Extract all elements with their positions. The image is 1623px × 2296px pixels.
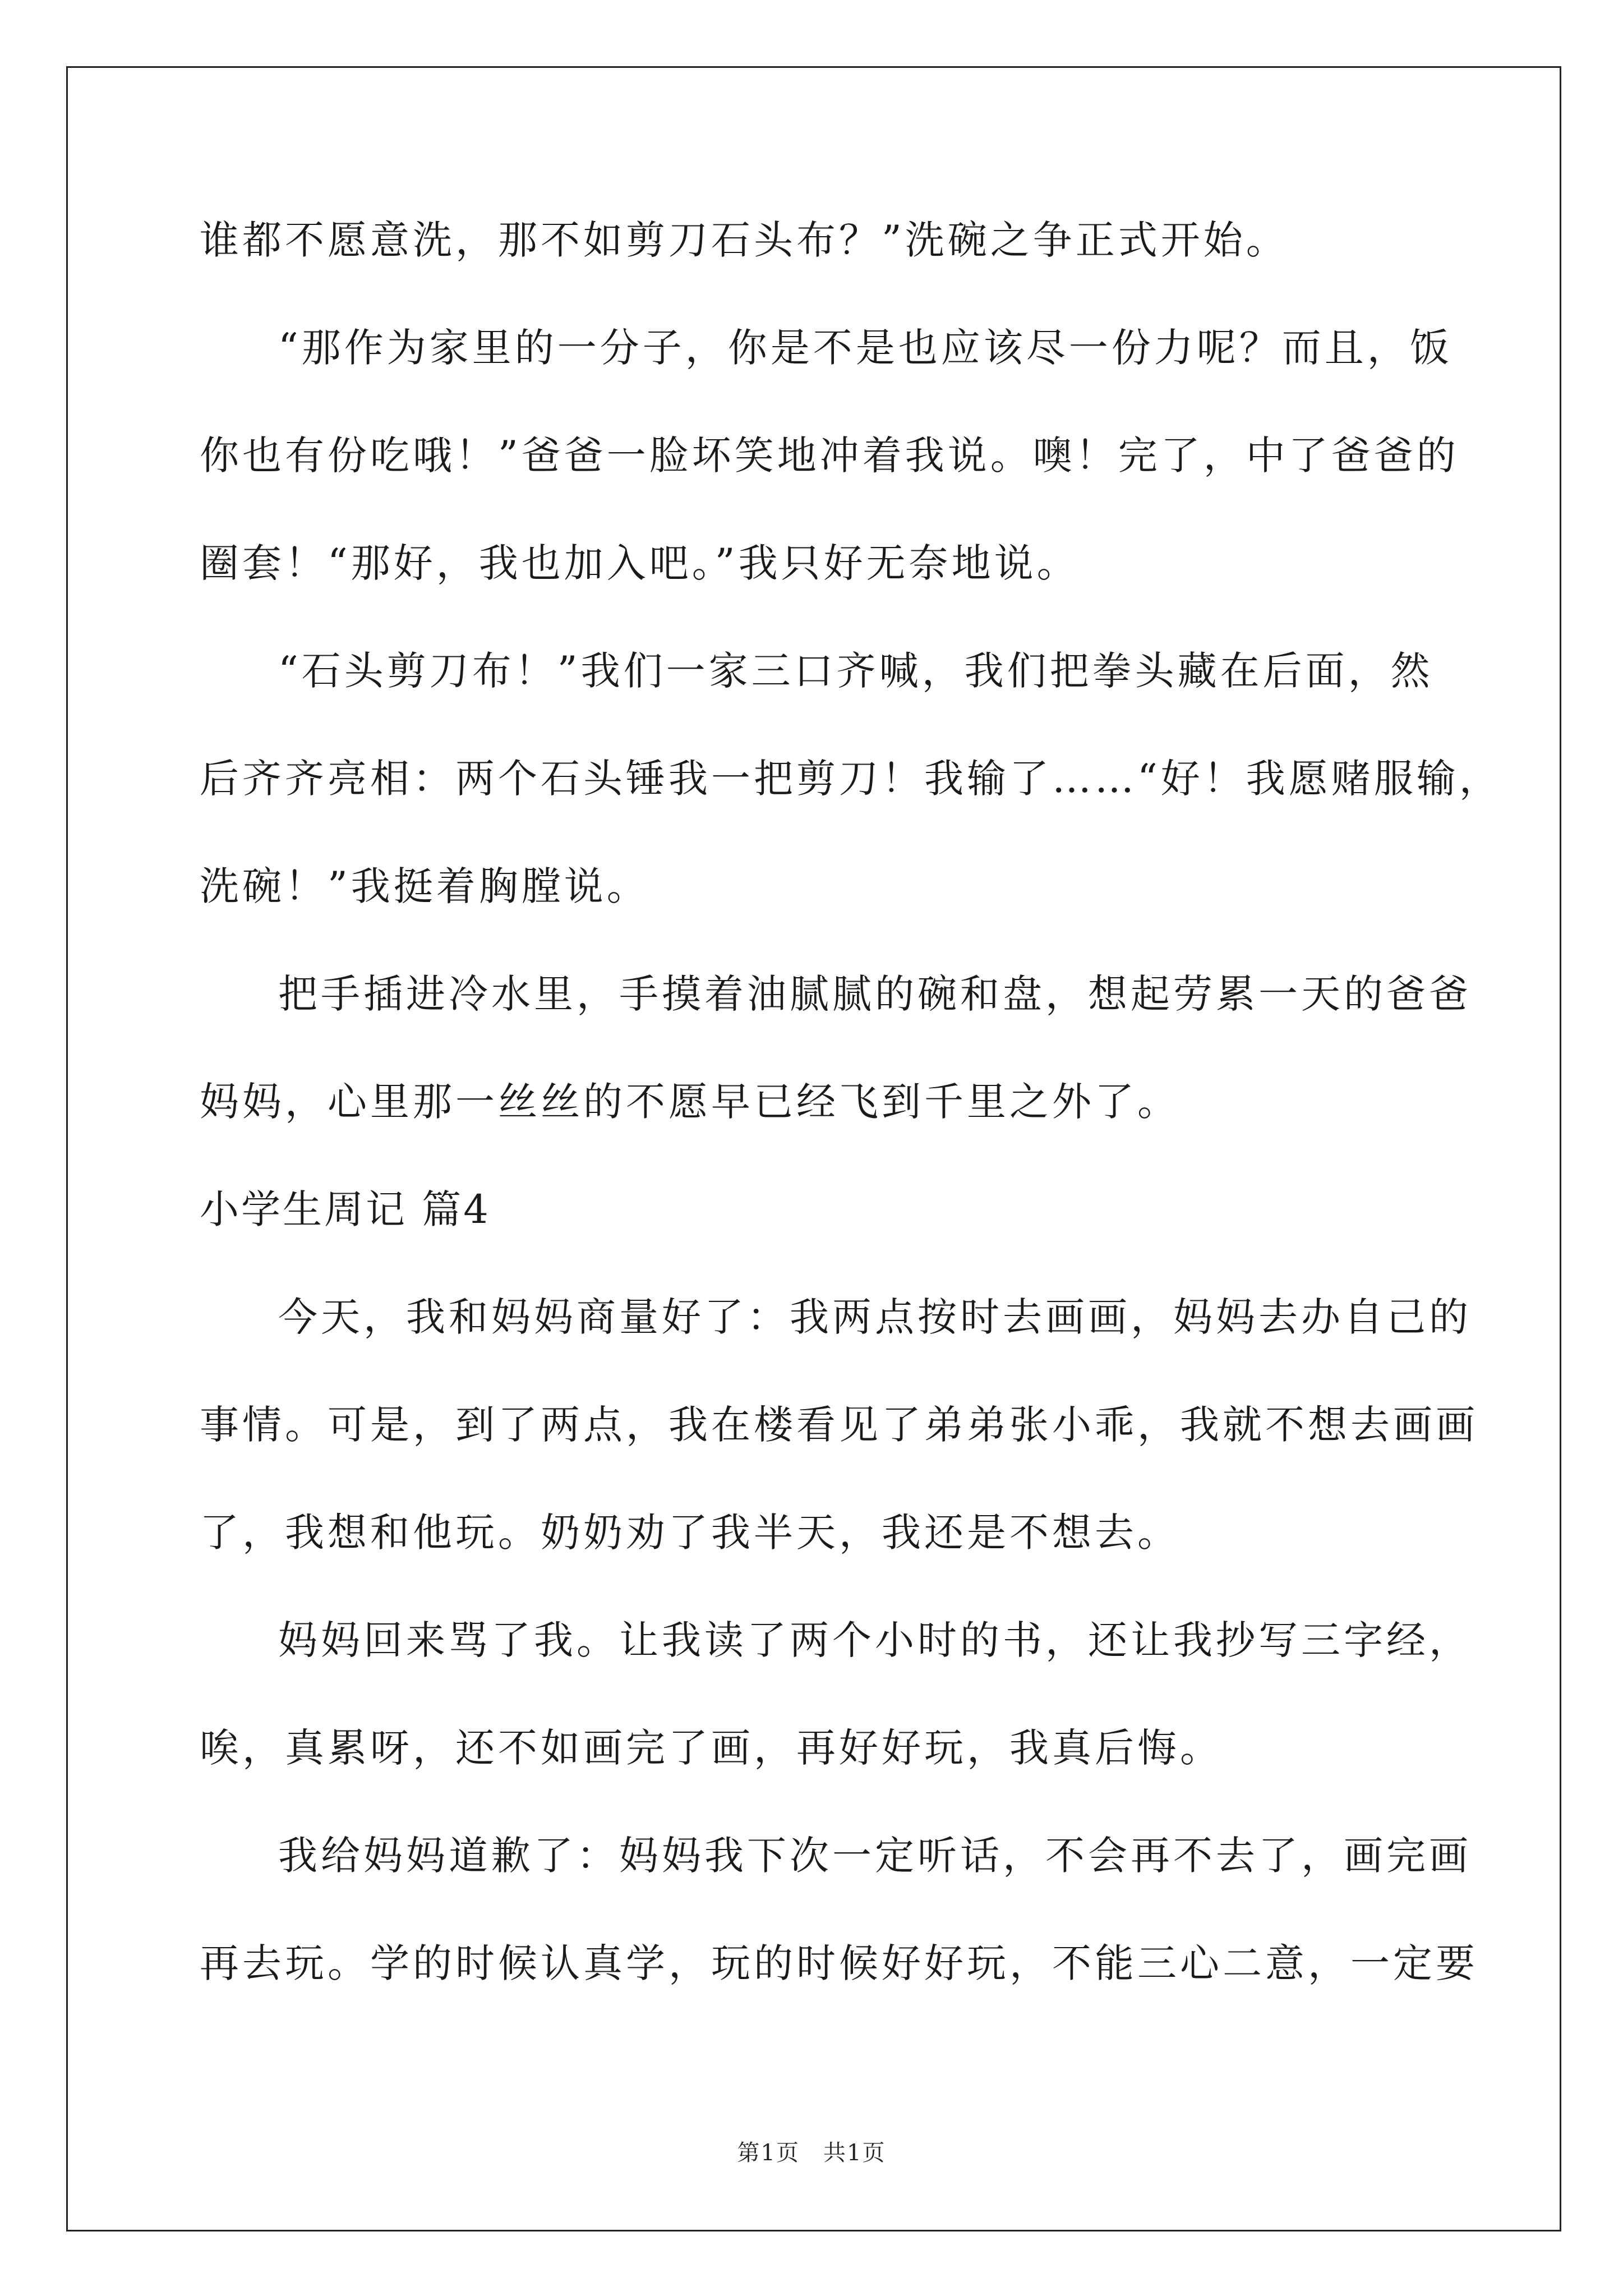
text-line: 你也有份吃哦！”爸爸一脸坏笑地冲着我说。噢！完了，中了爸爸的 xyxy=(200,432,1459,478)
text-line: 谁都不愿意洗，那不如剪刀石头布？”洗碗之争正式开始。 xyxy=(200,217,1289,263)
text-line: 再去玩。学的时候认真学，玩的时候好好玩，不能三心二意，一定要 xyxy=(200,1940,1478,1986)
text-line: 妈妈，心里那一丝丝的不愿早已经飞到千里之外了。 xyxy=(200,1079,1180,1125)
section-heading: 小学生周记 篇4 xyxy=(200,1186,491,1232)
page-border xyxy=(66,66,1561,2231)
text-line: 了，我想和他玩。奶奶劝了我半天，我还是不想去。 xyxy=(200,1510,1180,1556)
text-line: 唉，真累呀，还不如画完了画，再好好玩，我真后悔。 xyxy=(200,1725,1223,1771)
text-line: 洗碗！”我挺着胸膛说。 xyxy=(200,863,649,909)
text-line: “那作为家里的一分子，你是不是也应该尽一份力呢？而且，饭 xyxy=(278,325,1453,371)
page-footer: 第1页 共1页 xyxy=(737,2140,886,2166)
text-line: “石头剪刀布！”我们一家三口齐喊，我们把拳头藏在后面，然 xyxy=(278,648,1433,694)
text-line: 我给妈妈道歉了：妈妈我下次一定听话，不会再不去了，画完画 xyxy=(278,1833,1472,1879)
text-line: 事情。可是，到了两点，我在楼看见了弟弟张小乖，我就不想去画画 xyxy=(200,1402,1478,1448)
text-line: 后齐齐亮相：两个石头锤我一把剪刀！我输了……“好！我愿赌服输， xyxy=(200,756,1502,802)
text-line: 把手插进冷水里，手摸着油腻腻的碗和盘，想起劳累一天的爸爸 xyxy=(278,971,1472,1017)
text-line: 圈套！“那好，我也加入吧。”我只好无奈地说。 xyxy=(200,540,1080,586)
text-line: 妈妈回来骂了我。让我读了两个小时的书，还让我抄写三字经， xyxy=(278,1617,1472,1663)
text-line: 今天，我和妈妈商量好了：我两点按时去画画，妈妈去办自己的 xyxy=(278,1294,1472,1340)
